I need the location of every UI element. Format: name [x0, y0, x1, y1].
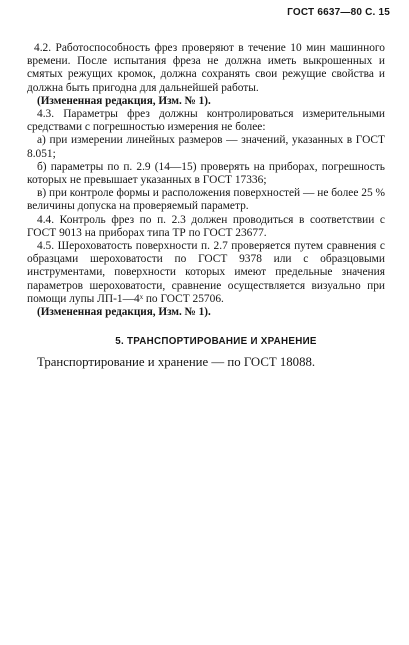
amendment-note: (Измененная редакция, Изм. № 1).	[37, 306, 211, 319]
paragraph-4-2: 4.2. Работоспособность фрез проверяют в течение 10 мин машинного времени. После испытания фреза не должна иметь выкрошенных и смятых режущих кромок, должна сохранять свои режущие свойства и должна быть пригодна для дальнейшей работы.	[27, 42, 385, 94]
section-body: Транспортирование и хранение — по ГОСТ 18088.	[37, 355, 316, 370]
paragraph-4-3-a: а) при измерении линейных размеров — значений, указанных в ГОСТ 8.051;	[27, 134, 385, 160]
amendment-note: (Измененная редакция, Изм. № 1).	[37, 94, 211, 107]
section-title: 5. ТРАНСПОРТИРОВАНИЕ И ХРАНЕНИЕ	[115, 336, 317, 348]
paragraph-4-3: 4.3. Параметры фрез должны контролироваться измерительными средствами с погрешностью измерения не более:	[27, 108, 385, 134]
paragraph-4-3-b: б) параметры по п. 2.9 (14—15) проверять на приборах, погрешность которых не превышает указанных в ГОСТ 17336;	[27, 160, 385, 187]
page-header: ГОСТ 6637—80 С. 15	[287, 7, 390, 18]
paragraph-4-3-v: в) при контроле формы и расположения поверхностей — не более 25 % величины допуска на проверяемый параметр.	[27, 187, 385, 213]
paragraph-4-5: 4.5. Шероховатость поверхности п. 2.7 проверяется путем сравнения с образцами шероховатости по ГОСТ 9378 или с образцовыми инструментами, поверхности которых имеют предельные значения параметров шероховатости, сравнение осуществляется визуально при помощи лупы ЛП-1—4ˣ по ГОСТ 25706.	[27, 240, 385, 305]
paragraph-4-4: 4.4. Контроль фрез по п. 2.3 должен проводиться в соответствии с ГОСТ 9013 на приборах типа ТР по ГОСТ 23677.	[27, 213, 385, 239]
document-body	[27, 42, 385, 370]
